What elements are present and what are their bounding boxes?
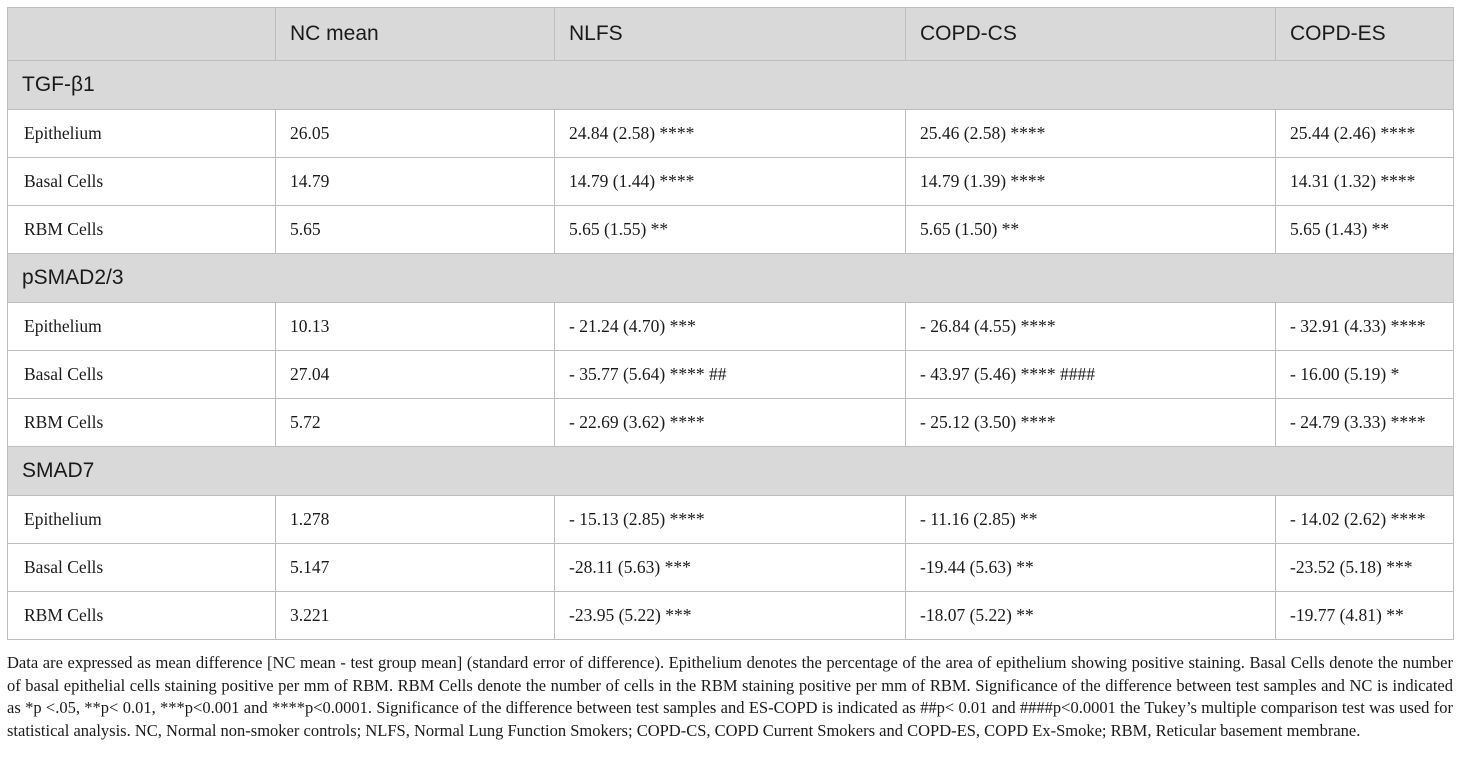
nlfs-cell: -28.11 (5.63) ***	[555, 544, 906, 592]
nc-mean-cell: 26.05	[276, 110, 555, 158]
results-table-container	[7, 7, 1453, 640]
nlfs-cell: - 15.13 (2.85) ****	[555, 496, 906, 544]
copd-cs-cell: 5.65 (1.50) **	[906, 206, 1276, 254]
copd-cs-cell: - 11.16 (2.85) **	[906, 496, 1276, 544]
copd-cs-cell: - 26.84 (4.55) ****	[906, 303, 1276, 351]
section-title: TGF-β1	[8, 61, 1454, 110]
header-cell-empty	[8, 8, 276, 61]
nlfs-cell: - 21.24 (4.70) ***	[555, 303, 906, 351]
nlfs-cell: 14.79 (1.44) ****	[555, 158, 906, 206]
row-label: Epithelium	[8, 110, 276, 158]
nlfs-cell: - 22.69 (3.62) ****	[555, 399, 906, 447]
row-label: RBM Cells	[8, 592, 276, 640]
nc-mean-cell: 5.147	[276, 544, 555, 592]
table-row	[8, 206, 1454, 254]
table-row	[8, 351, 1454, 399]
copd-es-cell: - 16.00 (5.19) *	[1276, 351, 1454, 399]
header-cell-nlfs: NLFS	[555, 8, 906, 61]
table-row	[8, 496, 1454, 544]
nc-mean-cell: 3.221	[276, 592, 555, 640]
header-cell-nc-mean: NC mean	[276, 8, 555, 61]
copd-cs-cell: 14.79 (1.39) ****	[906, 158, 1276, 206]
section-title: pSMAD2/3	[8, 254, 1454, 303]
nc-mean-cell: 14.79	[276, 158, 555, 206]
nc-mean-cell: 5.65	[276, 206, 555, 254]
row-label: RBM Cells	[8, 399, 276, 447]
copd-es-cell: 25.44 (2.46) ****	[1276, 110, 1454, 158]
nc-mean-cell: 10.13	[276, 303, 555, 351]
row-label: Epithelium	[8, 496, 276, 544]
table-row	[8, 110, 1454, 158]
copd-es-cell: 14.31 (1.32) ****	[1276, 158, 1454, 206]
copd-cs-cell: 25.46 (2.58) ****	[906, 110, 1276, 158]
table-row	[8, 303, 1454, 351]
copd-es-cell: -23.52 (5.18) ***	[1276, 544, 1454, 592]
nlfs-cell: - 35.77 (5.64) **** ##	[555, 351, 906, 399]
copd-es-cell: - 14.02 (2.62) ****	[1276, 496, 1454, 544]
copd-cs-cell: -18.07 (5.22) **	[906, 592, 1276, 640]
results-table	[7, 7, 1454, 640]
copd-es-cell: -19.77 (4.81) **	[1276, 592, 1454, 640]
row-label: Epithelium	[8, 303, 276, 351]
nc-mean-cell: 1.278	[276, 496, 555, 544]
section-row-psmad2-3	[8, 254, 1454, 303]
table-row	[8, 158, 1454, 206]
section-title: SMAD7	[8, 447, 1454, 496]
table-row	[8, 399, 1454, 447]
header-row	[8, 8, 1454, 61]
copd-cs-cell: - 43.97 (5.46) **** ####	[906, 351, 1276, 399]
table-row	[8, 544, 1454, 592]
section-row-tgf-beta1	[8, 61, 1454, 110]
row-label: RBM Cells	[8, 206, 276, 254]
nc-mean-cell: 27.04	[276, 351, 555, 399]
header-cell-copd-es: COPD-ES	[1276, 8, 1454, 61]
copd-cs-cell: -19.44 (5.63) **	[906, 544, 1276, 592]
nlfs-cell: 5.65 (1.55) **	[555, 206, 906, 254]
table-footnote: Data are expressed as mean difference [NC mean - test group mean] (standard error of difference). Epithelium denotes the percentage of the area of epithelium showing positive staining. Basal Cells denote the number of basal epithelial cells staining positive per mm of RBM. RBM Cells denote the number of cells in the RBM staining positive per mm of RBM. Significance of the difference between test samples and NC is indicated as *p <.05, **p< 0.01, ***p<0.001 and ****p<0.0001. Significance of the difference between test samples and ES-COPD is indicated as ##p< 0.01 and ####p<0.0001 the Tukey’s multiple comparison test was used for statistical analysis. NC, Normal non-smoker controls; NLFS, Normal Lung Function Smokers; COPD-CS, COPD Current Smokers and COPD-ES, COPD Ex-Smoke; RBM, Reticular basement membrane.	[7, 653, 1453, 740]
copd-es-cell: - 32.91 (4.33) ****	[1276, 303, 1454, 351]
row-label: Basal Cells	[8, 351, 276, 399]
row-label: Basal Cells	[8, 544, 276, 592]
copd-es-cell: - 24.79 (3.33) ****	[1276, 399, 1454, 447]
nlfs-cell: -23.95 (5.22) ***	[555, 592, 906, 640]
nlfs-cell: 24.84 (2.58) ****	[555, 110, 906, 158]
header-cell-copd-cs: COPD-CS	[906, 8, 1276, 61]
copd-es-cell: 5.65 (1.43) **	[1276, 206, 1454, 254]
row-label: Basal Cells	[8, 158, 276, 206]
section-row-smad7	[8, 447, 1454, 496]
copd-cs-cell: - 25.12 (3.50) ****	[906, 399, 1276, 447]
table-row	[8, 592, 1454, 640]
nc-mean-cell: 5.72	[276, 399, 555, 447]
